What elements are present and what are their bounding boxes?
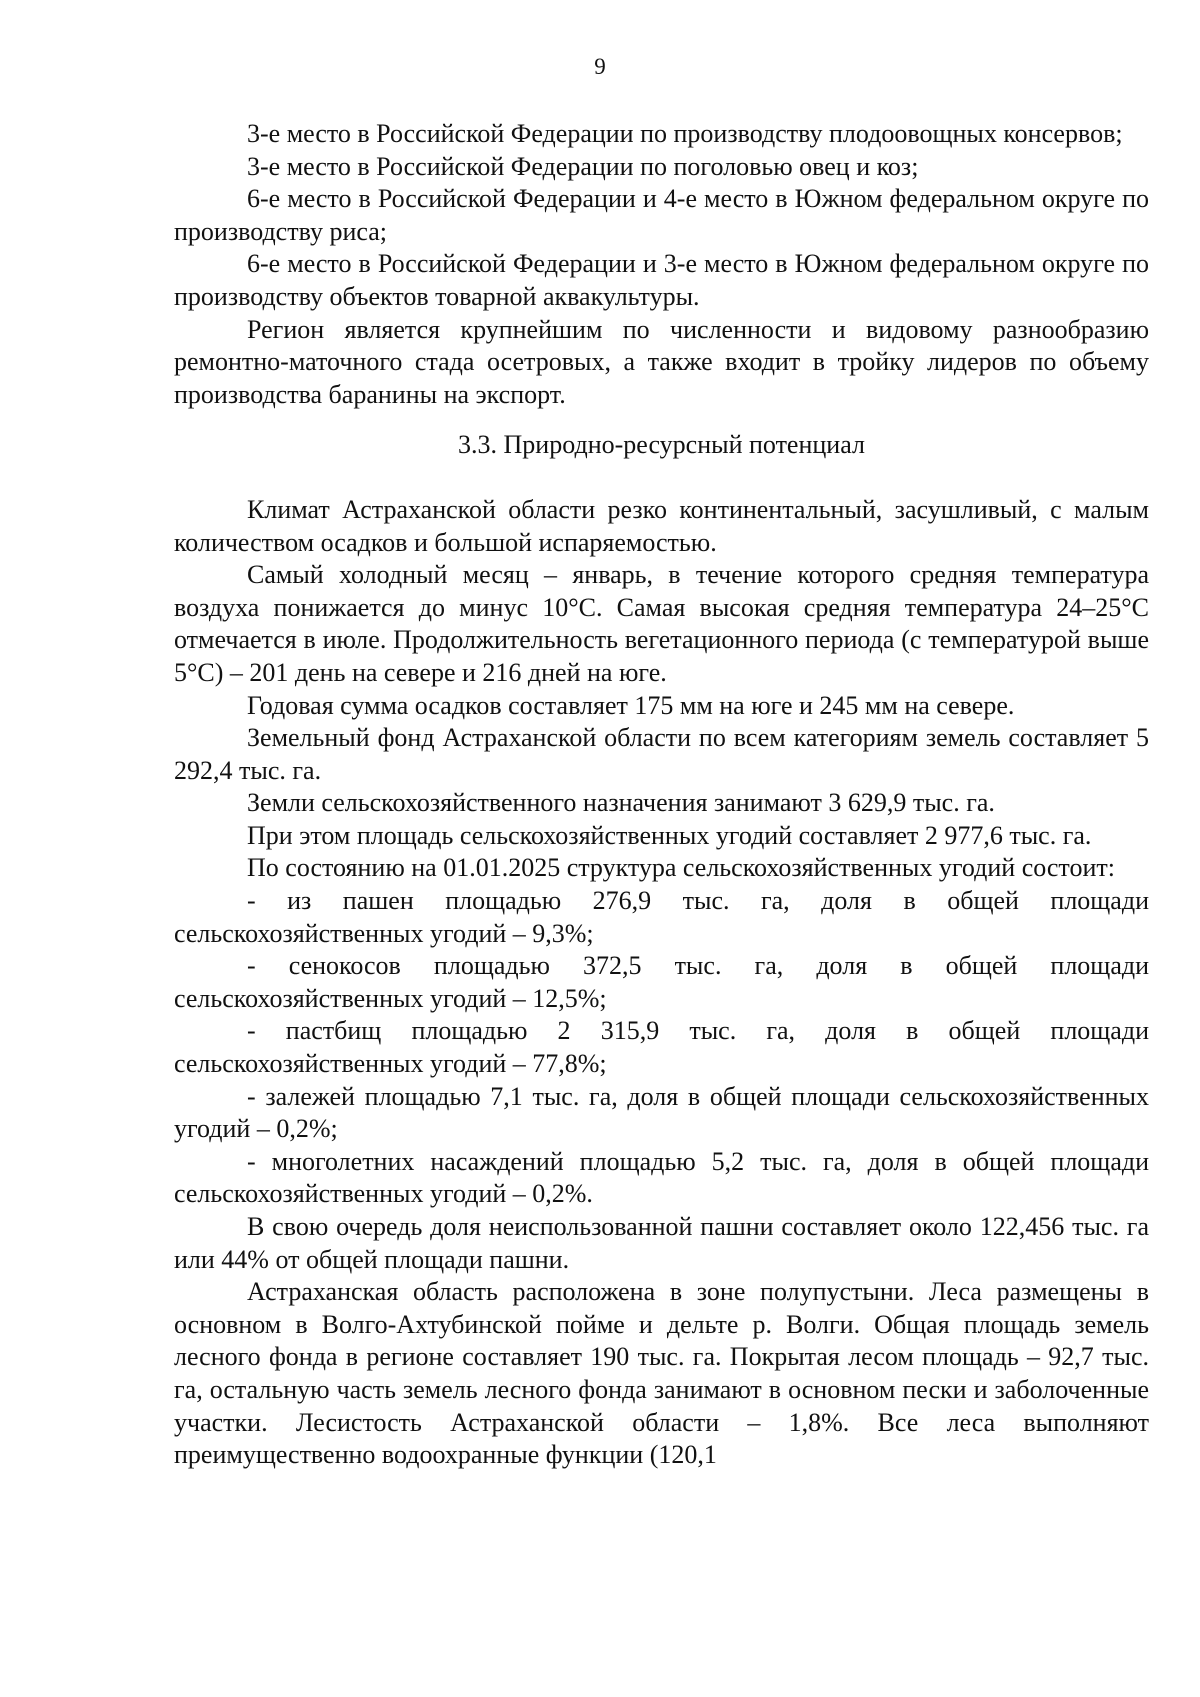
- paragraph-forests: Астраханская область расположена в зоне полупустыни. Леса размещены в основном в Волго-Ахтубинской пойме и дельте р. Волги. Общая площадь земель лесного фонда в регионе составляет 190 тыс. га. Покрытая лесом площадь – 92,7 тыс. га, остальную часть земель лесного фонда занимают в основном пески и заболоченные участки. Лесистость Астраханской области – 1,8%. Все леса выполняют преимущественно водоохранные функции (120,1: [174, 1277, 1149, 1470]
- paragraph-region-sturgeon: Регион является крупнейшим по численности и видовому разнообразию ремонтно-маточного стада осетровых, а также входит в тройку лидеров по объему производства баранины на экспорт.: [174, 314, 1149, 409]
- paragraph-unused-arable: В свою очередь доля неиспользованной пашни составляет около 122,456 тыс. га или 44% от общей площади пашни.: [174, 1212, 1149, 1274]
- list-item-arable: - из пашен площадью 276,9 тыс. га, доля в общей площади сельскохозяйственных угодий – 9,3%;: [174, 886, 1149, 948]
- paragraph-agricultural-area: При этом площадь сельскохозяйственных угодий составляет 2 977,6 тыс. га.: [247, 820, 1092, 850]
- paragraph-rank-canned: 3-е место в Российской Федерации по производству плодоовощных консервов;: [247, 119, 1123, 148]
- list-item-fallow: - залежей площадью 7,1 тыс. га, доля в общей площади сельскохозяйственных угодий – 0,2%;: [174, 1081, 1149, 1144]
- section-title: 3.3. Природно-ресурсный потенциал: [458, 430, 865, 460]
- list-item-hayfields: - сенокосов площадью 372,5 тыс. га, доля в общей площади сельскохозяйственных угодий – 12,5%;: [174, 951, 1149, 1013]
- paragraph-rank-sheep: 3-е место в Российской Федерации по поголовью овец и коз;: [247, 151, 919, 181]
- document-body: [174, 118, 1149, 1472]
- paragraph-agricultural-land: Земли сельскохозяйственного назначения занимают 3 629,9 тыс. га.: [247, 788, 995, 818]
- page-number: 9: [594, 54, 606, 79]
- paragraph-temperature: Самый холодный месяц – январь, в течение которого средняя температура воздуха понижается до минус 10°С. Самая высокая средняя температура 24–25°С отмечается в июле. Продолжительность вегетационного периода (с температурой выше 5°С) – 201 день на севере и 216 дней на юге.: [174, 560, 1149, 687]
- paragraph-land-fund: Земельный фонд Астраханской области по всем категориям земель составляет 5 292,4 тыс. га.: [174, 723, 1149, 785]
- paragraph-rank-aquaculture: 6-е место в Российской Федерации и 3-е место в Южном федеральном округе по производству объектов товарной аквакультуры.: [174, 249, 1149, 311]
- list-item-perennial: - многолетних насаждений площадью 5,2 тыс. га, доля в общей площади сельскохозяйственных угодий – 0,2%.: [174, 1146, 1149, 1209]
- paragraph-rank-rice: 6-е место в Российской Федерации и 4-е место в Южном федеральном округе по производству риса;: [174, 184, 1149, 246]
- paragraph-climate: Климат Астраханской области резко континентальный, засушливый, с малым количеством осадков и большой испаряемостью.: [174, 494, 1149, 557]
- paragraph-structure-intro: По состоянию на 01.01.2025 структура сельскохозяйственных угодий состоит:: [247, 853, 1115, 883]
- list-item-pastures: - пастбищ площадью 2 315,9 тыс. га, доля в общей площади сельскохозяйственных угодий – 77,8%;: [174, 1016, 1149, 1079]
- paragraph-precipitation: Годовая сумма осадков составляет 175 мм на юге и 245 мм на севере.: [247, 690, 1015, 720]
